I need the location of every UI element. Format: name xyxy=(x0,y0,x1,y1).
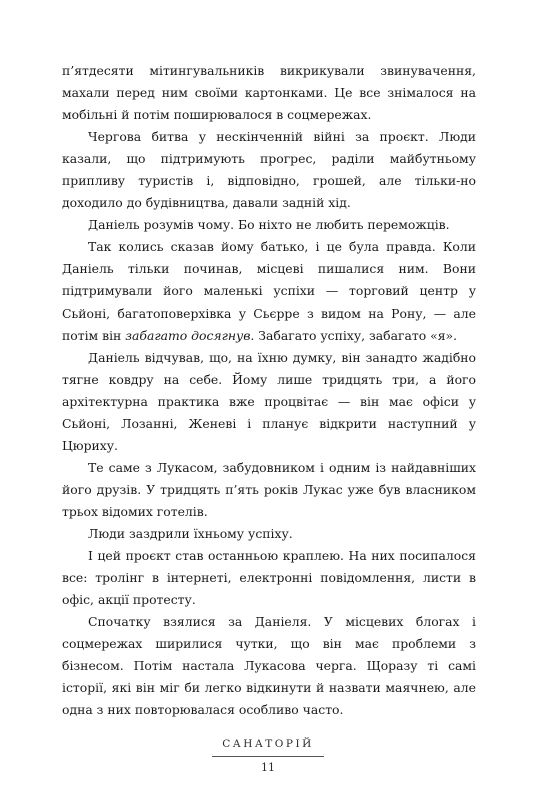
page-footer xyxy=(0,738,536,774)
text-run: . Забагато успіху, забагато «я». xyxy=(250,327,458,343)
footer-divider xyxy=(212,756,324,757)
text-run: Так колись сказав йому батько, і це була правда. Коли Даніель тільки починав, місцеві пишалися ним. Вони підтримували його маленькі успіхи — торговий центр у Сьйоні, багатоповерхівка у Сьєрре з видом на Рону, — але потім він xyxy=(62,239,476,343)
italic-phrase: забагато досягнув xyxy=(125,327,251,343)
text-run: Даніель відчував, що, на їхню думку, він занадто жадібно тягне ковдру на себе. Йому лише тридцять три, а його архітектурна практика вже процвітає — він має офіси у Сьйоні, Лозанні, Женеві і планує відкрити наступний у Цюриху. xyxy=(62,349,476,453)
paragraph xyxy=(62,545,476,611)
text-run: І цей проєкт став останньою краплею. На них посипалося все: тролінг в інтернеті, електронні повідомлення, листи в офіс, акції протесту. xyxy=(62,548,476,608)
paragraph xyxy=(62,457,476,523)
text-run: Те саме з Лукасом, забудовником і одним із найдавніших його друзів. У тридцять п’ять років Лукас уже був власником трьох відомих готелів. xyxy=(62,459,476,519)
text-run: п’ятдесяти мітингувальників викрикували звинувачення, махали перед ним своїми картонками. Це все знімалося на мобільні й потім поширювалося в соцмережах. xyxy=(62,63,476,123)
paragraph xyxy=(62,523,476,545)
text-run: Даніель розумів чому. Бо ніхто не любить переможців. xyxy=(88,217,450,233)
text-run: Чергова битва у нескінченній війні за проєкт. Люди казали, що підтримують прогрес, раділи майбутньому припливу туристів і, відповідно, грошей, але тільки-но доходило до будівництва, давали задній хід. xyxy=(62,129,476,211)
paragraph xyxy=(62,126,476,214)
page-body-text xyxy=(62,60,476,721)
paragraph xyxy=(62,611,476,721)
paragraph xyxy=(62,60,476,126)
running-title: САНАТОРІЙ xyxy=(222,738,314,750)
text-run: Спочатку взялися за Даніеля. У місцевих блогах і соцмережах ширилися чутки, що він має проблеми з бізнесом. Потім настала Лукасова черга. Щоразу ті самі історії, які він міг би легко відкинути й назвати маячнею, але одна з них повторювалася особливо часто. xyxy=(62,614,476,718)
text-run: Люди заздрили їхньому успіху. xyxy=(88,525,293,541)
paragraph xyxy=(62,236,476,346)
paragraph xyxy=(62,214,476,236)
page-number: 11 xyxy=(261,761,275,774)
paragraph xyxy=(62,347,476,457)
